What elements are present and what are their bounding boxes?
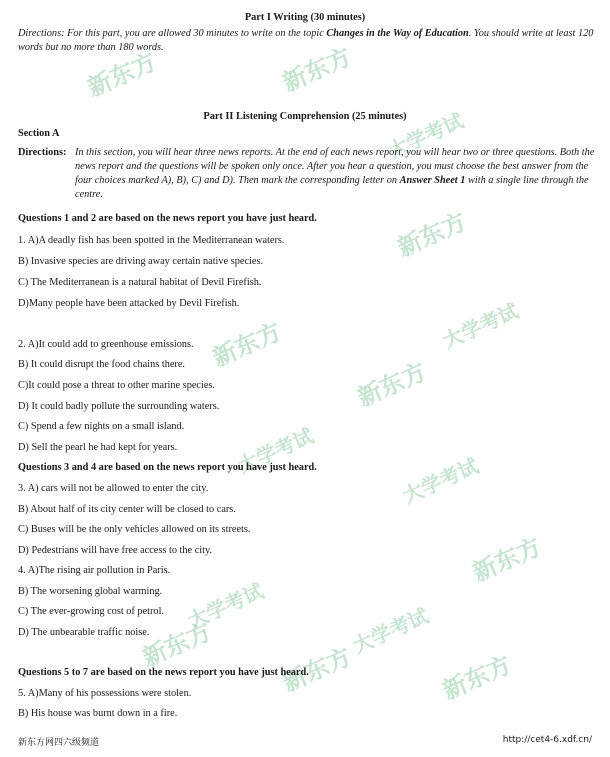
part2-directions-text: In this section, you will hear three news reports. At the end of each news report, you will hear two or three questions. Both the news report and the questions will be spoken only once. After you hear a question, you must choose the best answer from the four choices marked A), B), C) and D). Then mark the corresponding letter on bbox=[75, 147, 595, 186]
question-group-title: Questions 5 to 7 are based on the news report you have just heard. bbox=[18, 667, 309, 678]
answer-choice: D) Sell the pearl he had kept for years. bbox=[18, 442, 178, 453]
answer-choice: 4. A)The rising air pollution in Paris. bbox=[18, 565, 171, 576]
watermark-logo: 新东方 bbox=[278, 42, 356, 98]
question-group-title: Questions 3 and 4 are based on the news report you have just heard. bbox=[18, 462, 317, 473]
part2-heading: Part II Listening Comprehension (25 minutes) bbox=[203, 111, 407, 122]
part2-directions bbox=[75, 146, 595, 202]
part1-directions bbox=[18, 27, 598, 55]
part1-directions-text: Directions: For this part, you are allowed 30 minutes to write on the topic bbox=[18, 28, 327, 39]
watermark-logo: 新东方 bbox=[438, 650, 516, 706]
answer-choice: B) Invasive species are driving away certain native species. bbox=[18, 256, 264, 267]
watermark-logo: 新东方 bbox=[278, 642, 356, 698]
watermark-logo: 新东方 bbox=[83, 47, 161, 103]
footer-url[interactable]: http://cet4-6.xdf.cn/ bbox=[502, 735, 592, 745]
part2-directions-text-end: with a single line through the centre. bbox=[75, 175, 589, 200]
answer-choice: 5. A)Many of his possessions were stolen. bbox=[18, 688, 192, 699]
answer-choice: B) About half of its city center will be closed to cars. bbox=[18, 504, 236, 515]
answer-choice: D)Many people have been attacked by Devil Firefish. bbox=[18, 298, 240, 309]
part1-heading: Part I Writing (30 minutes) bbox=[244, 12, 366, 23]
watermark-text: 大学考试 bbox=[399, 453, 483, 509]
watermark-logo: 新东方 bbox=[353, 357, 431, 413]
answer-choice: B) His house was burnt down in a fire. bbox=[18, 708, 178, 719]
watermark-text: 大学考试 bbox=[439, 298, 523, 354]
answer-choice: 1. A)A deadly fish has been spotted in the Mediterranean waters. bbox=[18, 235, 285, 246]
answer-choice: 2. A)It could add to greenhouse emissions. bbox=[18, 339, 194, 350]
part1-topic: Changes in the Way of Education bbox=[326, 28, 469, 39]
watermark-text: 大学考试 bbox=[384, 108, 468, 164]
footer-site-name: 新东方网四六级频道 bbox=[18, 738, 100, 748]
answer-choice: C) The ever-growing cost of petrol. bbox=[18, 606, 165, 617]
section-a-label: Section A bbox=[18, 128, 60, 139]
answer-choice: 3. A) cars will not be allowed to enter the city. bbox=[18, 483, 209, 494]
part2-directions-label: Directions: bbox=[18, 147, 67, 158]
watermark-logo: 新东方 bbox=[208, 317, 286, 373]
answer-choice: C) The Mediterranean is a natural habitat of Devil Firefish. bbox=[18, 277, 262, 288]
watermark-logo: 新东方 bbox=[393, 207, 471, 263]
answer-choice: D) The unbearable traffic noise. bbox=[18, 627, 150, 638]
answer-choice: C) Spend a few nights on a small island. bbox=[18, 421, 185, 432]
answer-choice: B) The worsening global warming. bbox=[18, 586, 163, 597]
part1-directions-text-end: . You should write at least 120 words but no more than 180 words. bbox=[18, 28, 594, 53]
answer-choice: C) Buses will be the only vehicles allowed on its streets. bbox=[18, 524, 251, 535]
watermark-logo: 新东方 bbox=[138, 617, 216, 673]
watermark-text: 大学考试 bbox=[234, 423, 318, 479]
answer-choice: B) It could disrupt the food chains there. bbox=[18, 359, 185, 370]
watermark-logo: 新东方 bbox=[468, 532, 546, 588]
answer-sheet-label: Answer Sheet 1 bbox=[399, 175, 466, 186]
answer-choice: D) It could badly pollute the surrounding waters. bbox=[18, 401, 220, 412]
watermark-text: 大学考试 bbox=[349, 603, 433, 659]
question-group-title: Questions 1 and 2 are based on the news report you have just heard. bbox=[18, 213, 317, 224]
watermark-text: 大学考试 bbox=[184, 578, 268, 634]
answer-choice: D) Pedestrians will have free access to the city. bbox=[18, 545, 213, 556]
answer-choice: C)It could pose a threat to other marine species. bbox=[18, 380, 216, 391]
